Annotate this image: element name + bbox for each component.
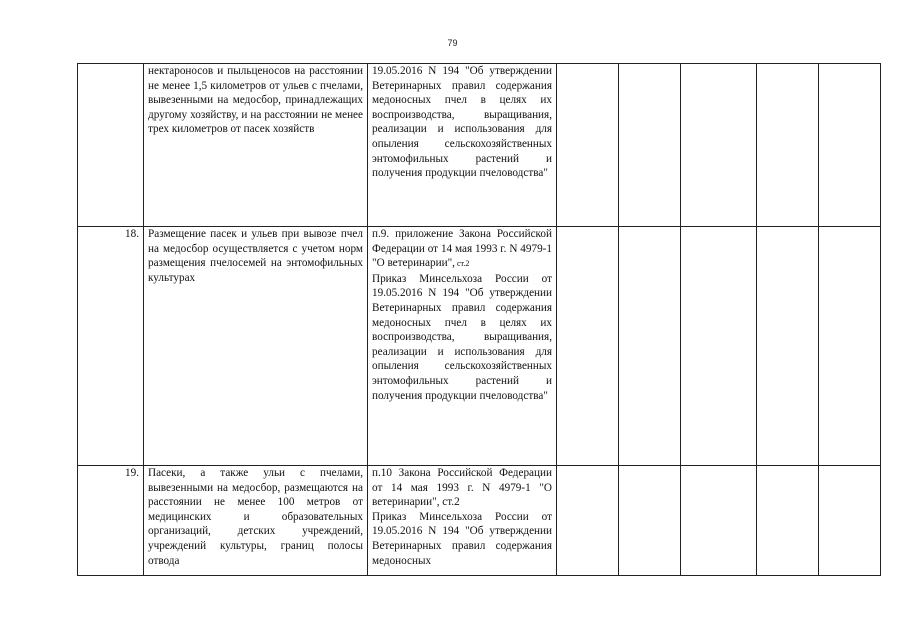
empty-cell — [557, 64, 619, 227]
reference-paragraph — [372, 227, 552, 272]
table-row — [78, 466, 881, 576]
table-row — [78, 64, 881, 227]
empty-cell — [557, 466, 619, 576]
empty-cell — [619, 466, 681, 576]
empty-cell — [619, 64, 681, 227]
empty-cell — [757, 227, 819, 466]
legal-reference — [368, 466, 557, 576]
empty-cell — [557, 227, 619, 466]
row-number: 19. — [78, 466, 144, 576]
empty-cell — [681, 227, 757, 466]
requirement-text: Размещение пасек и ульев при вывозе пчел на медосбор осуществляется с учетом норм размещения пчелосемей на энтомофильных культурах — [144, 227, 368, 466]
reference-article-suffix: ст.2 — [454, 259, 470, 269]
reference-paragraph: 19.05.2016 N 194 "Об утверждении Ветеринарных правил содержания медоносных пчел в целях их воспроизводства, выращивания, реализации и использования для опыления сельскохозяйственных энтомофильных растений и получения продукции пчеловодства" — [372, 65, 552, 180]
requirement-text: нектароносов и пыльценосов на расстоянии не менее 1,5 километров от ульев с пчелами, вывезенными на медосбор, принадлежащих другому хозяйству, и на расстоянии не менее трех километров от пасек хозяйств — [144, 64, 368, 227]
page-number: 79 — [447, 38, 458, 48]
empty-cell — [757, 64, 819, 227]
table-row — [78, 227, 881, 466]
row-number — [78, 64, 144, 227]
reference-paragraph: Приказ Минсельхоза России от 19.05.2016 N 194 "Об утверждении Ветеринарных правил содержания медоносных — [372, 510, 552, 567]
empty-cell — [619, 227, 681, 466]
reference-paragraph: Приказ Минсельхоза России от 19.05.2016 N 194 "Об утверждении Ветеринарных правил содержания медоносных пчел в целях их воспроизводства, выращивания, реализации и использования для опыления сельскохозяйственных энтомофильных растений и получения продукции пчеловодства" — [372, 272, 552, 402]
reference-text: п.9. приложение Закона Российской Федерации от 14 мая 1993 г. N 4979-1 "О ветеринарии", — [372, 228, 552, 270]
row-number: 18. — [78, 227, 144, 466]
reference-paragraph: п.10 Закона Российской Федерации от 14 мая 1993 г. N 4979-1 "О ветеринарии", ст.2 — [372, 467, 552, 509]
empty-cell — [757, 466, 819, 576]
empty-cell — [819, 64, 881, 227]
requirement-text: Пасеки, а также ульи с пчелами, вывезенными на медосбор, размещаются на расстоянии не менее 100 метров от медицинских и образовательных организаций, детских учреждений, учреждений культуры, границ полосы отвода — [144, 466, 368, 576]
empty-cell — [819, 466, 881, 576]
legal-reference — [368, 64, 557, 227]
empty-cell — [681, 466, 757, 576]
empty-cell — [819, 227, 881, 466]
legal-reference — [368, 227, 557, 466]
empty-cell — [681, 64, 757, 227]
requirements-table — [77, 63, 881, 576]
